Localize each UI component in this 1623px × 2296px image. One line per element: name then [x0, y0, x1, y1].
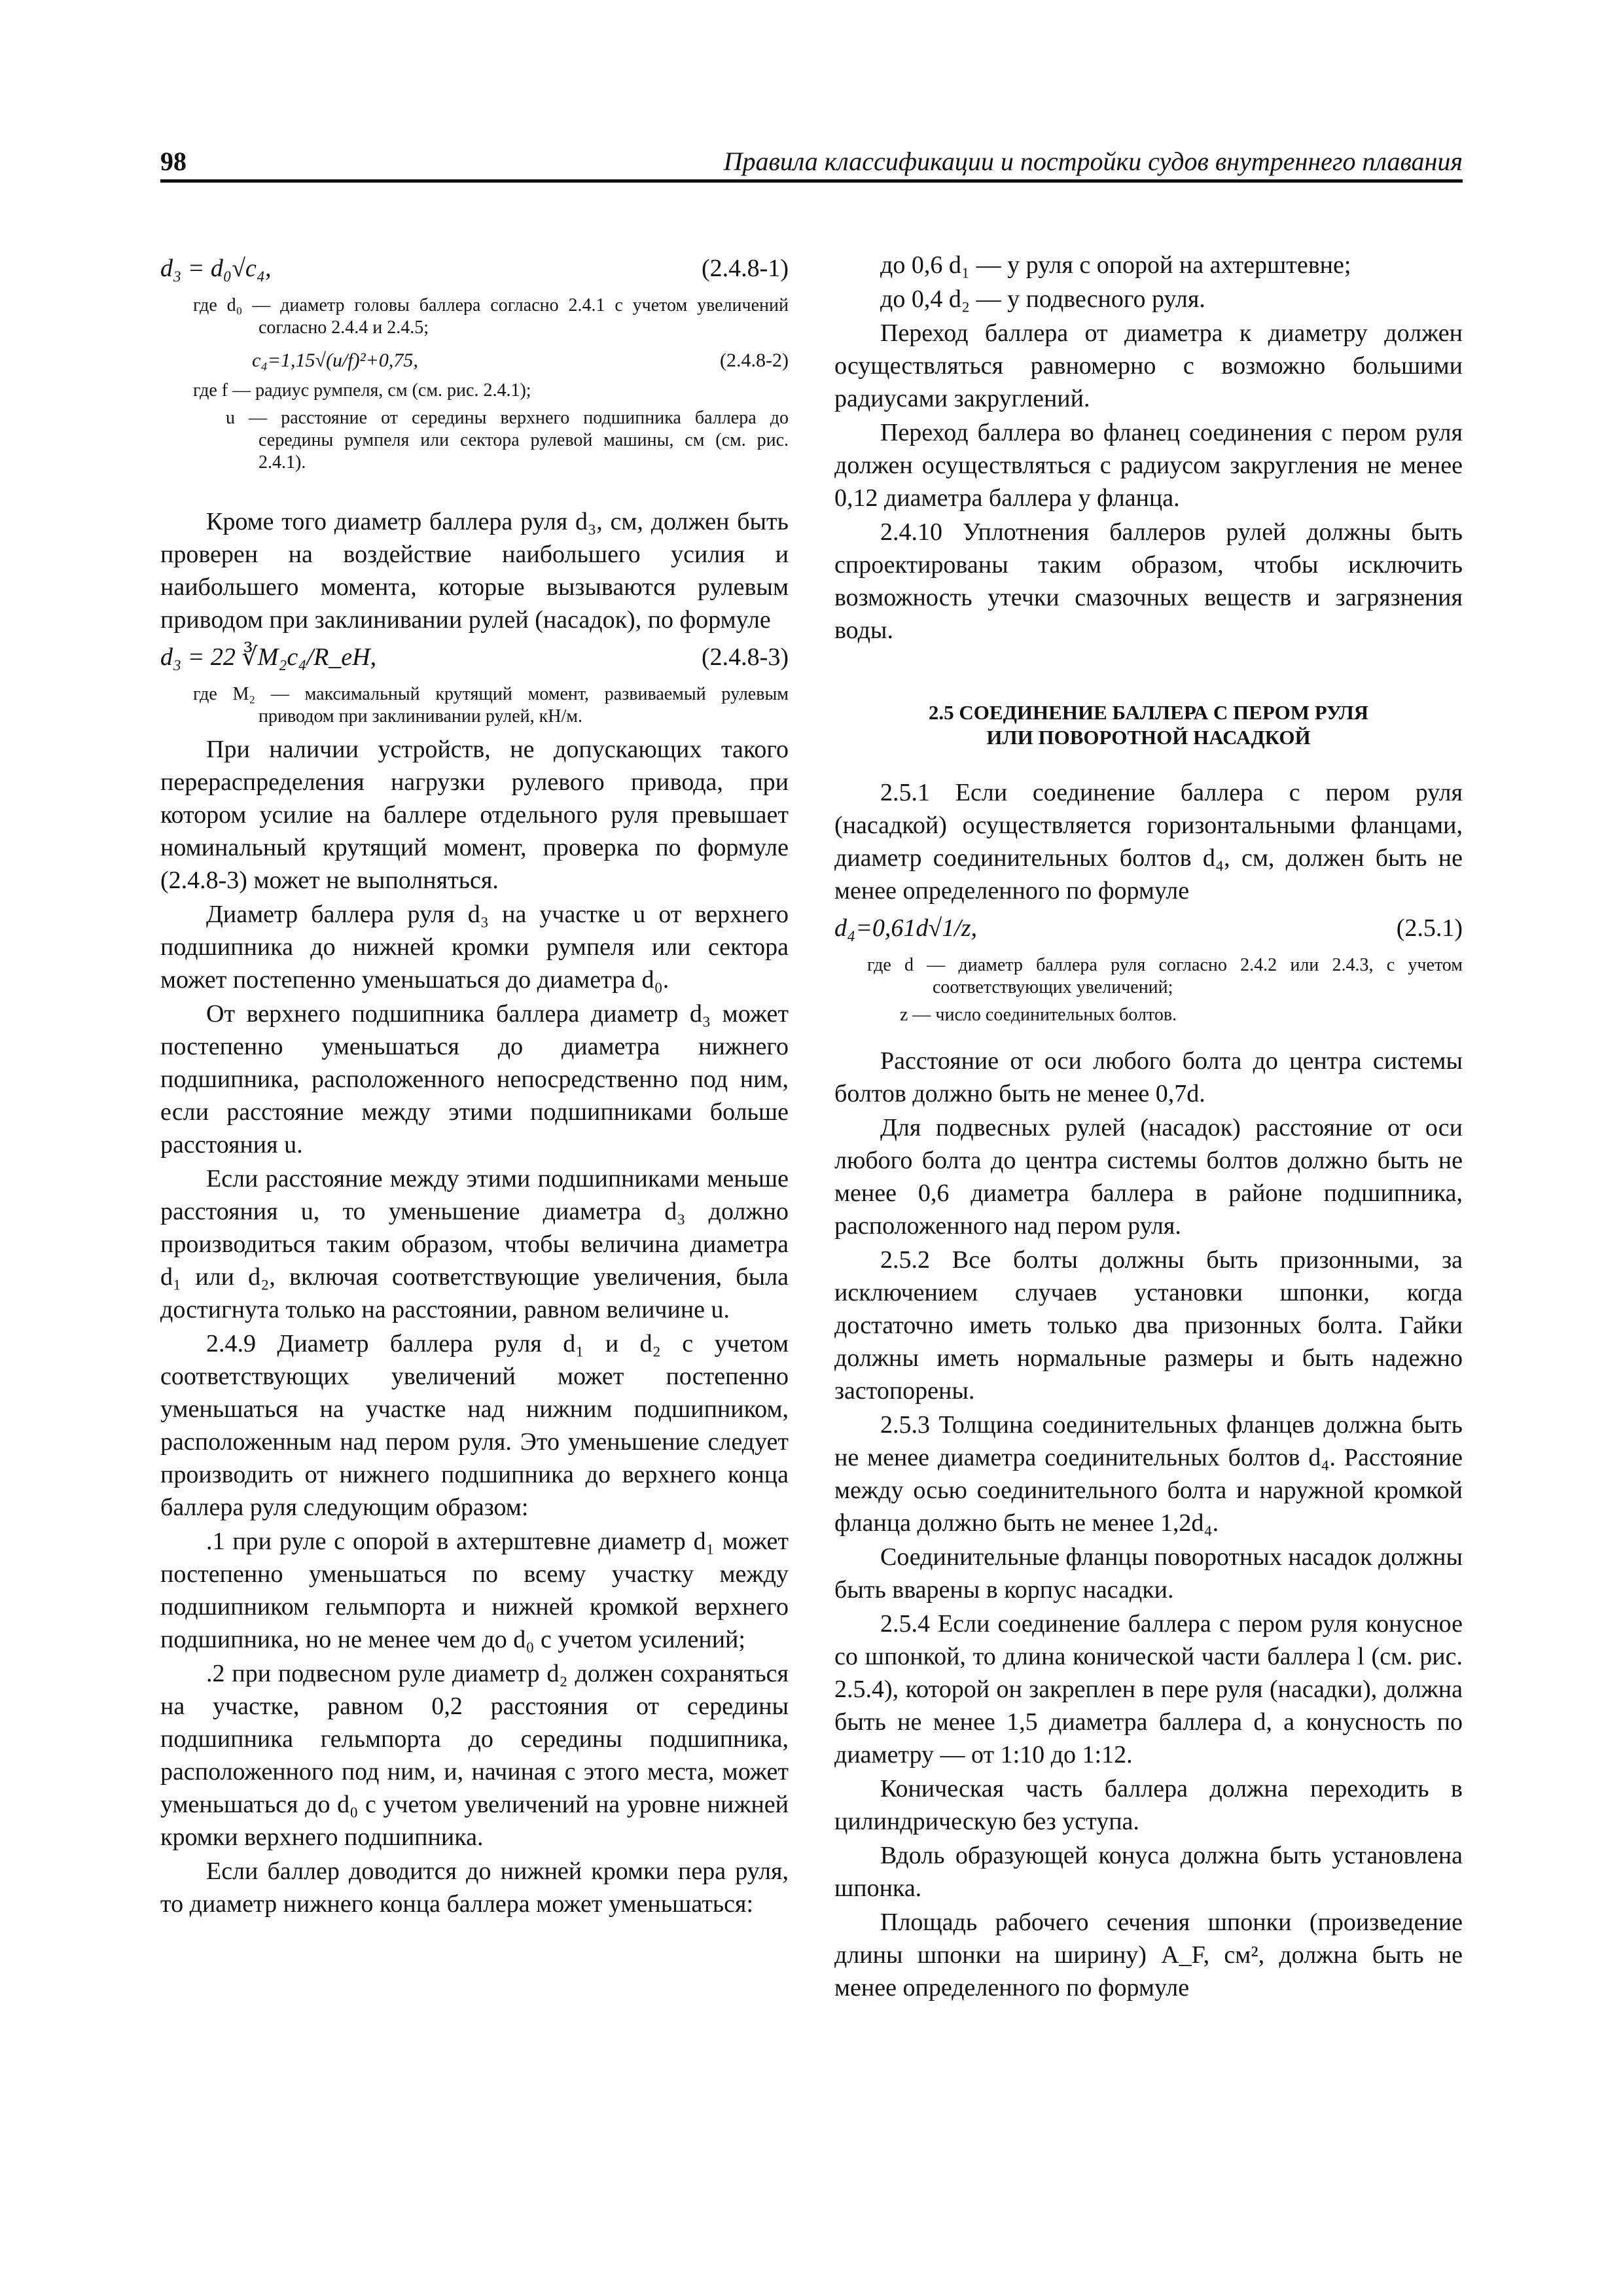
page-number: 98	[160, 147, 187, 176]
paragraph-2-5-1: 2.5.1 Если соединение баллера с пером руля (насадкой) осуществляется горизонтальными фланцами, диаметр соединительных болтов d₄, см, должен быть не менее определенного по формуле	[834, 779, 1463, 905]
equation-2-4-8-3	[160, 637, 789, 683]
equation-number: (2.4.8-2)	[720, 350, 789, 371]
formula: d₃ = d₀√c₄,	[160, 255, 272, 282]
section-heading: ИЛИ ПОВОРОТНОЙ НАСАДКОЙ	[986, 726, 1311, 749]
paragraph: Коническая часть баллера должна переходить в цилиндрическую без уступа.	[834, 1775, 1463, 1835]
paragraph: Если расстояние между этими подшипниками меньше расстояния u, то уменьшение диаметра d₃ должно производиться таким образом, чтобы величина диаметра d₁ или d₂, включая соответствующие увеличения, была достигнута только на расстоянии, равном величине u.	[160, 1165, 789, 1323]
formula-note: u — расстояние от середины верхнего подшипника баллера до середины румпеля или сектора рулевой машины, см (см. рис. 2.4.1).	[226, 408, 789, 473]
formula-note: где f — радиус румпеля, см (см. рис. 2.4.1);	[193, 380, 531, 401]
paragraph-2-5-3: 2.5.3 Толщина соединительных фланцев должна быть не менее диаметра соединительных болтов d₄. Расстояние между осью соединительного болта и наружной кромкой фланца должно быть не менее 1,2d₄.	[834, 1411, 1463, 1537]
paragraph: до 0,6 d₁ — у руля с опорой на ахтерштевне;	[880, 251, 1351, 279]
paragraph-2-4-10: 2.4.10 Уплотнения баллеров рулей должны быть спроектированы таким образом, чтобы исключить возможность утечки смазочных веществ и загрязнения воды.	[834, 518, 1463, 644]
paragraph: до 0,4 d₂ — у подвесного руля.	[880, 285, 1205, 313]
formula-note: где d₀ — диаметр головы баллера согласно 2.4.1 с учетом увеличений согласно 2.4.4 и 2.4.5;	[193, 295, 789, 338]
equation-number: (2.4.8-1)	[702, 255, 789, 282]
formula-note: z — число соединительных болтов.	[900, 1005, 1177, 1025]
paragraph: Для подвесных рулей (насадок) расстояние от оси любого болта до центра системы болтов должно быть не менее 0,6 диаметра баллера в районе подшипника, расположенного над пером руля.	[834, 1114, 1463, 1240]
equation-number: (2.4.8-3)	[702, 643, 789, 671]
equation-2-4-8-1	[160, 249, 789, 295]
paragraph-2-5-4: 2.5.4 Если соединение баллера с пером руля конусное со шпонкой, то длина конической части баллера l (см. рис. 2.5.4), которой он закреплен в пере руля (насадки), должна быть не менее 1,5 диаметра баллера d, а конусность по диаметру — от 1:10 до 1:12.	[834, 1610, 1463, 1768]
paragraph: Соединительные фланцы поворотных насадок должны быть вварены в корпус насадки.	[834, 1543, 1463, 1604]
paragraph: Площадь рабочего сечения шпонки (произведение длины шпонки на ширину) A_F, см², должна быть не менее определенного по формуле	[834, 1909, 1463, 2001]
formula-note: где d — диаметр баллера руля согласно 2.4.2 или 2.4.3, с учетом соответствующих увеличений;	[867, 955, 1463, 997]
paragraph: Кроме того диаметр баллера руля d₃, см, должен быть проверен на воздействие наибольшего усилия и наибольшего момента, которые вызываются рулевым приводом при заклинивании рулей (насадок), по формуле	[160, 508, 789, 634]
paragraph: Вдоль образующей конуса должна быть установлена шпонка.	[834, 1842, 1463, 1902]
equation-number: (2.5.1)	[1396, 914, 1463, 942]
running-title: Правила классификации и постройки судов внутреннего плавания	[723, 147, 1463, 176]
paragraph: Расстояние от оси любого болта до центра системы болтов должно быть не менее 0,7d.	[834, 1047, 1463, 1107]
paragraph: Переход баллера во фланец соединения с пером руля должен осуществляться с радиусом закругления не менее 0,12 диаметра баллера у фланца.	[834, 419, 1463, 512]
formula: c₄=1,15√(u/f)²+0,75,	[252, 350, 418, 371]
formula: d₄=0,61d√1/z,	[834, 914, 978, 942]
paragraph: Диаметр баллера руля d₃ на участке u от верхнего подшипника до нижней кромки румпеля или сектора может постепенно уменьшаться до диаметра d₀.	[160, 901, 789, 994]
paragraph: При наличии устройств, не допускающих такого перераспределения нагрузки рулевого привода, при котором усилие на баллере отдельного руля превышает номинальный крутящий момент, проверка по формуле (2.4.8-3) может не выполняться.	[160, 736, 789, 894]
left-column	[160, 249, 789, 1922]
paragraph-2-4-9: 2.4.9 Диаметр баллера руля d₁ и d₂ с учетом соответствующих увеличений может постепенно уменьшаться на участке над нижним подшипником, расположенным над пером руля. Это уменьшение следует производить от нижнего подшипника до верхнего конца баллера руля следующим образом:	[160, 1330, 789, 1521]
paragraph: Переход баллера от диаметра к диаметру должен осуществляться равномерно с возможно большими радиусами закруглений.	[834, 319, 1463, 412]
section-heading: 2.5 СОЕДИНЕНИЕ БАЛЛЕРА С ПЕРОМ РУЛЯ	[928, 701, 1369, 724]
paragraph-2-5-2: 2.5.2 Все болты должны быть призонными, за исключением случаев установки шпонки, когда достаточно иметь только два призонных болта. Гайки должны иметь нормальные размеры и быть надежно застопорены.	[834, 1246, 1463, 1405]
formula-note: где M₂ — максимальный крутящий момент, развиваемый рулевым приводом при заклинивании рулей, кН/м.	[193, 684, 789, 726]
list-item-2: .2 при подвесном руле диаметр d₂ должен сохраняться на участке, равном 0,2 расстояния от середины подшипника гельмпорта до середины подшипника, расположенного под ним, и, начиная с этого места, может уменьшаться до d₀ с учетом увеличений на уровне нижней кромки верхнего подшипника.	[160, 1660, 789, 1851]
equation-2-5-1	[834, 908, 1463, 954]
list-item-1: .1 при руле с опорой в ахтерштевне диаметр d₁ может постепенно уменьшаться по всему участку между подшипником гельмпорта и нижней кромкой верхнего подшипника, но не менее чем до d₀ с учетом усилений;	[160, 1528, 789, 1653]
page-header	[160, 145, 1463, 183]
equation-2-4-8-2	[160, 344, 789, 380]
paragraph: Если баллер доводится до нижней кромки пера руля, то диаметр нижнего конца баллера может уменьшаться:	[160, 1857, 789, 1918]
formula: d₃ = 22 ∛M₂c₄/R_eH,	[160, 643, 377, 671]
paragraph: От верхнего подшипника баллера диаметр d₃ может постепенно уменьшаться до диаметра нижнего подшипника, расположенного непосредственно под ним, если расстояние между этими подшипниками больше расстояния u.	[160, 1000, 789, 1158]
right-column	[834, 249, 1463, 2005]
